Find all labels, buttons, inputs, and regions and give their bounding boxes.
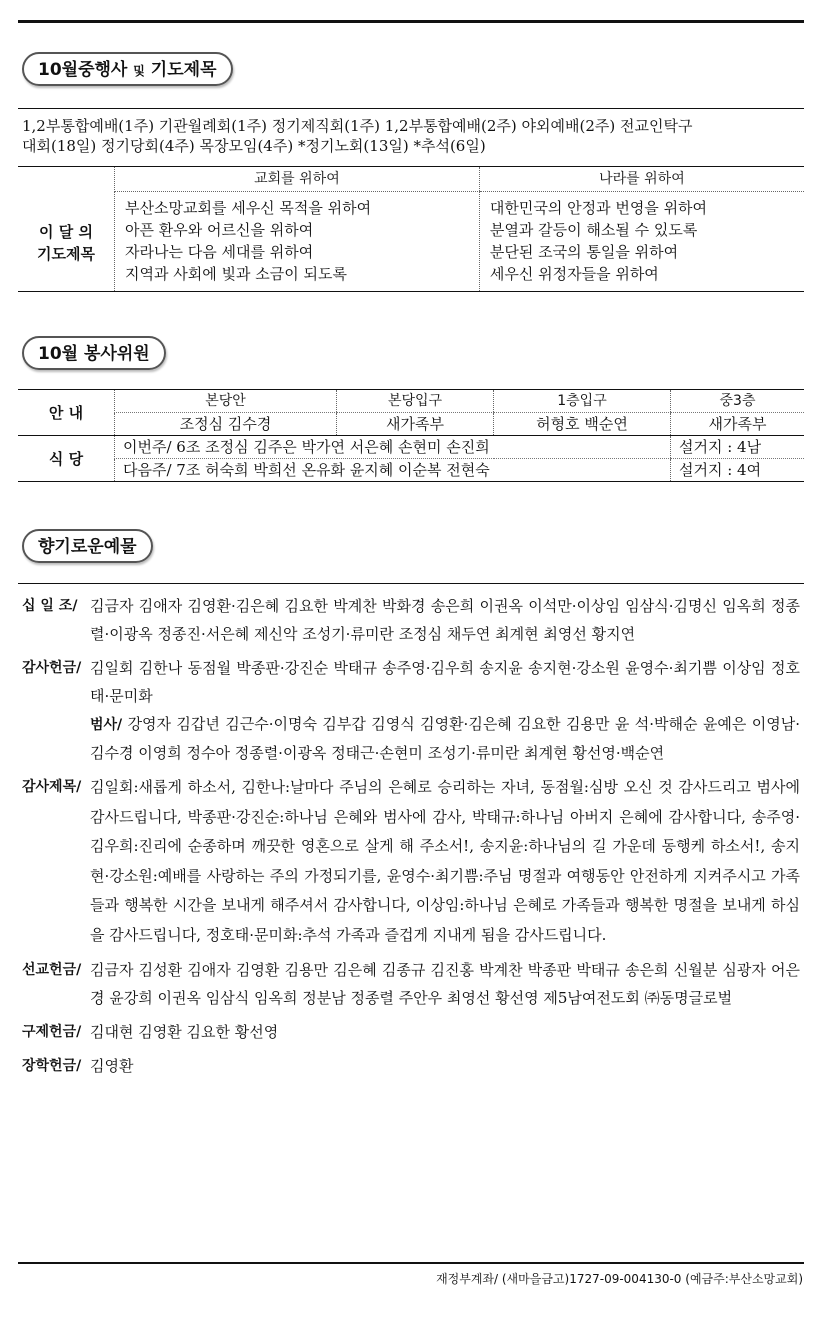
col-church: 교회를 위하여	[115, 167, 480, 192]
top-rule	[18, 20, 804, 23]
guide-cell: 허형호 백순연	[494, 413, 671, 436]
dining-wash: 설거지 : 4여	[671, 459, 805, 482]
offering-names: 김영환	[90, 1057, 134, 1075]
prayer-item: 분단된 조국의 통일을 위하여	[489, 243, 679, 261]
col-nation: 나라를 위하여	[479, 167, 804, 192]
offering-mission	[22, 956, 800, 1012]
dining-wash: 설거지 : 4남	[671, 436, 805, 459]
prayer-item: 분열과 갈등이 해소될 수 있도록	[489, 221, 698, 239]
dining-this-week: 이번주/ 6조 조정심 김주은 박가연 서은혜 손현미 손진희	[115, 436, 671, 459]
section-title-events	[22, 52, 233, 86]
offering-names: 김일회:새롭게 하소서, 김한나:날마다 주님의 은혜로 승리하는 자녀, 동점월:심방 오신 것 감사드리고 범사에 감사드립니다, 박종판·강진순:하나님 은혜와 범사에 감사, 박태규:하나님 아버지 은혜에 감사합니다, 송주영·김우희:진리에 순종하며 깨끗한 영혼으로 살게 해 주소서!, 송지윤:하나님의 길 가운데 동행케 하소서!, 송지현·강소원:예배를 사랑하는 주의 가정되기를, 윤영수·최기쁨:주님 명절과 여행동안 안전하게 지켜주시고 가족들과 행복한 시간을 보내게 해주셔서 감사합니다, 이상임:하나님 은혜로 가족들과 행복한 명절을 보내게 하심을 감사드립니다, 정호태·문미화:추석 가족과 즐겁게 지내게 됨을 감사드립니다.	[90, 778, 801, 944]
offering-names: 김일회 김한나 동점월 박종판·강진순 박태규 송주영·김우희 송지윤 송지현·강소원 윤영수·최기쁨 이상임 정호태·문미화	[90, 659, 800, 705]
offering-label: 감사헌금/	[22, 660, 82, 676]
guide-cell: 조정심 김수경	[115, 413, 337, 436]
guide-cell: 새가족부	[671, 413, 805, 436]
offering-topics	[22, 773, 800, 950]
offering-label: 감사제목/	[22, 779, 82, 795]
bottom-rule	[18, 1262, 804, 1264]
header-cell: 중3층	[671, 390, 805, 413]
offering-scholar	[22, 1052, 800, 1080]
section-title-service: 10월 봉사위원	[22, 336, 166, 370]
divider	[18, 108, 804, 109]
bank-account: 재정부계좌/ (새마을금고)1727-09-004130-0 (예금주:부산소망교회)	[436, 1272, 803, 1286]
offering-sublabel: 범사/	[90, 717, 123, 733]
header-cell: 본당입구	[337, 390, 494, 413]
offering-relief	[22, 1018, 800, 1046]
section-title-offerings: 향기로운예물	[22, 529, 153, 563]
events-line: 1,2부통합예배(1주) 기관월례회(1주) 정기제직회(1주) 1,2부통합예배(2주) 야외예배(2주) 전교인탁구	[22, 117, 693, 135]
offering-beomsa	[22, 710, 800, 767]
prayer-item: 부산소망교회를 세우신 목적을 위하여	[125, 199, 372, 217]
header-cell: 본당안	[115, 390, 337, 413]
divider	[18, 583, 804, 584]
prayer-item: 지역과 사회에 빛과 소금이 되도록	[125, 265, 347, 283]
prayer-item: 대한민국의 안정과 번영을 위하여	[489, 199, 708, 217]
offering-names: 김대현 김영환 김요한 황선영	[90, 1023, 279, 1041]
prayer-table	[18, 166, 804, 292]
offering-tithe	[22, 592, 800, 648]
dining-next-week: 다음주/ 7조 허숙희 박희선 온유화 윤지혜 이순복 전현숙	[115, 459, 671, 482]
service-table	[18, 389, 804, 482]
church-prayers	[115, 192, 480, 292]
title-prayer: 기도제목	[150, 60, 217, 80]
offering-names: 김금자 김애자 김영환·김은혜 김요한 박계찬 박화경 송은희 이권옥 이석만·이상임 임삼식·김명신 임옥희 정종렬·이광옥 정종진·서은혜 제신악 조성기·류미란 조정심 채두연 최계현 최영선 황지연	[90, 597, 800, 643]
header-cell: 1층입구	[494, 390, 671, 413]
offering-names: 강영자 김갑년 김근수·이명숙 김부갑 김영식 김영환·김은혜 김요한 김용만 윤 석·박해순 윤예은 이영남·김수경 이영희 정수아 정종렬·이광옥 정태근·손현미 조성기·류미란 최계현 황선영·백순연	[90, 715, 800, 762]
prayer-label: 이 달 의 기도제목	[37, 223, 95, 264]
offering-label: 장학헌금/	[22, 1058, 82, 1074]
guide-label: 안 내	[18, 390, 115, 436]
offerings	[22, 592, 800, 1086]
nation-prayers	[479, 192, 804, 292]
prayer-item: 자라나는 다음 세대를 위하여	[125, 243, 314, 261]
offering-thanks	[22, 654, 800, 710]
events-text	[22, 116, 802, 156]
offering-label: 십 일 조/	[22, 598, 78, 614]
prayer-item: 아픈 환우와 어르신을 위하여	[125, 221, 314, 239]
offering-label: 선교헌금/	[22, 962, 82, 978]
title-and: 및	[133, 64, 145, 78]
events-line: 대회(18일) 정기당회(4주) 목장모임(4주) *정기노회(13일) *추석(6일)	[22, 137, 486, 155]
prayer-item: 세우신 위정자들을 위하여	[489, 265, 659, 283]
offering-label: 구제헌금/	[22, 1024, 82, 1040]
dining-label: 식 당	[48, 449, 84, 468]
offering-names: 김금자 김성환 김애자 김영환 김용만 김은혜 김종규 김진홍 박계찬 박종판 박태규 송은희 신월분 심광자 어은경 윤강희 이권옥 임삼식 임옥희 정분남 정종렬 주안우 최영선 황선영 제5남여전도회 ㈜동명글로벌	[90, 961, 800, 1007]
guide-cell: 새가족부	[337, 413, 494, 436]
title-events: 10월중행사	[38, 60, 128, 80]
